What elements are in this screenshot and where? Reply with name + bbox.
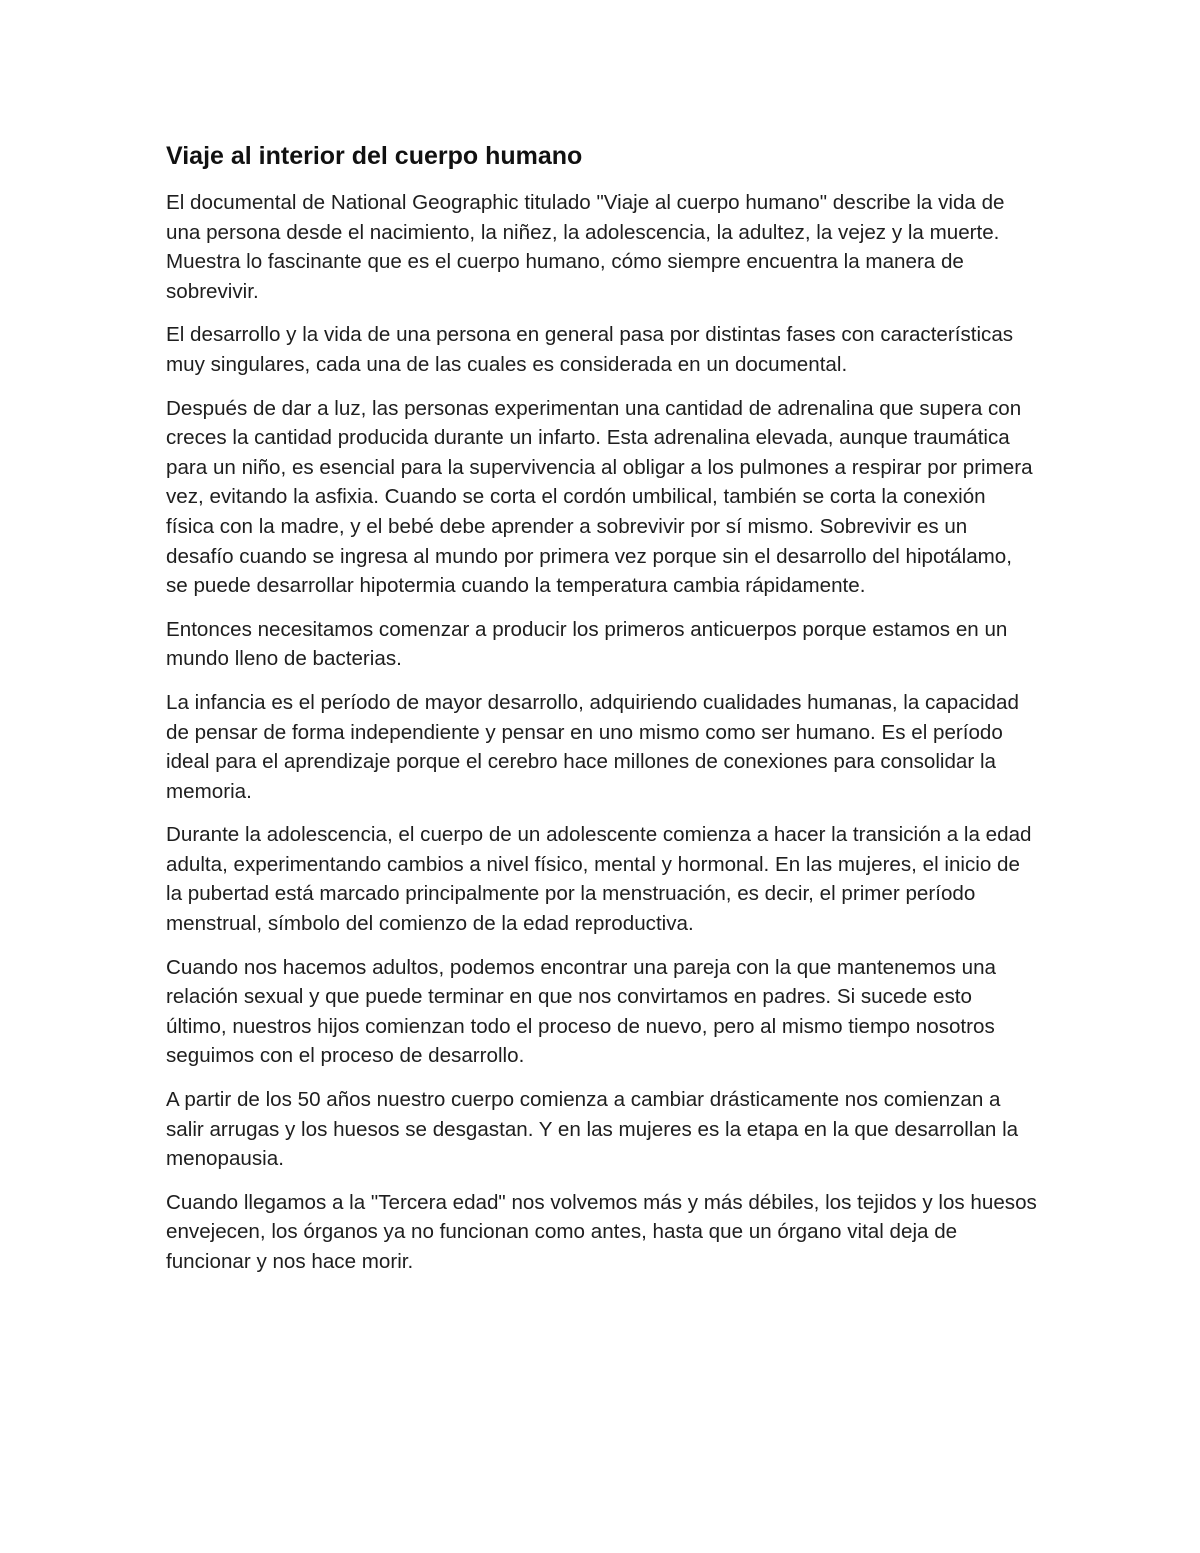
paragraph-adulthood: Cuando nos hacemos adultos, podemos encontrar una pareja con la que mantenemos una relación sexual y que puede terminar en que nos convirtamos en padres. Si sucede esto último, nuestros hijos comienzan todo el proceso de nuevo, pero al mismo tiempo nosotros seguimos con el proceso de desarrollo. (166, 955, 997, 1068)
paragraph-fifties: A partir de los 50 años nuestro cuerpo comienza a cambiar drásticamente nos comienzan a salir arrugas y los huesos se desgastan. Y en las mujeres es la etapa en la que desarrollan la menopausia. (166, 1088, 1019, 1171)
paragraph-childhood: La infancia es el período de mayor desarrollo, adquiriendo cualidades humanas, la capacidad de pensar de forma independiente y pensar en uno mismo como ser humano. Es el período ideal para el aprendizaje porque el cerebro hace millones de conexiones para consolidar la memoria. (166, 690, 1019, 803)
document-title: Viaje al interior del cuerpo humano (166, 142, 583, 170)
paragraph-birth: Después de dar a luz, las personas experimentan una cantidad de adrenalina que supera con creces la cantidad producida durante un infarto. Esta adrenalina elevada, aunque traumática para un niño, es esencial para la supervivencia al obligar a los pulmones a respirar por primera vez, evitando la asfixia. Cuando se corta el cordón umbilical, también se corta la conexión física con la madre, y el bebé debe aprender a sobrevivir por sí mismo. Sobrevivir es un desafío cuando se ingresa al mundo por primera vez porque sin el desarrollo del hipotálamo, se puede desarrollar hipotermia cuando la temperatura cambia rápidamente. (166, 396, 1033, 598)
paragraph-old-age: Cuando llegamos a la "Tercera edad" nos volvemos más y más débiles, los tejidos y los huesos envejecen, los órganos ya no funcionan como antes, hasta que un órgano vital deja de funcionar y nos hace morir. (166, 1190, 1037, 1273)
document-body (166, 138, 1038, 1291)
paragraph-phases: El desarrollo y la vida de una persona en general pasa por distintas fases con características muy singulares, cada una de las cuales es considerada en un documental. (166, 323, 1014, 376)
paragraph-adolescence: Durante la adolescencia, el cuerpo de un adolescente comienza a hacer la transición a la edad adulta, experimentando cambios a nivel físico, mental y hormonal. En las mujeres, el inicio de la pubertad está marcado principalmente por la menstruación, es decir, el primer período menstrual, símbolo del comienzo de la edad reproductiva. (166, 823, 1032, 936)
paragraph-antibodies: Entonces necesitamos comenzar a producir los primeros anticuerpos porque estamos en un mundo lleno de bacterias. (166, 617, 1008, 671)
paragraph-intro: El documental de National Geographic titulado "Viaje al cuerpo humano" describe la vida de una persona desde el nacimiento, la niñez, la adolescencia, la adultez, la vejez y la muerte. Muestra lo fascinante que es el cuerpo humano, cómo siempre encuentra la manera de sobrevivir. (166, 191, 1005, 303)
